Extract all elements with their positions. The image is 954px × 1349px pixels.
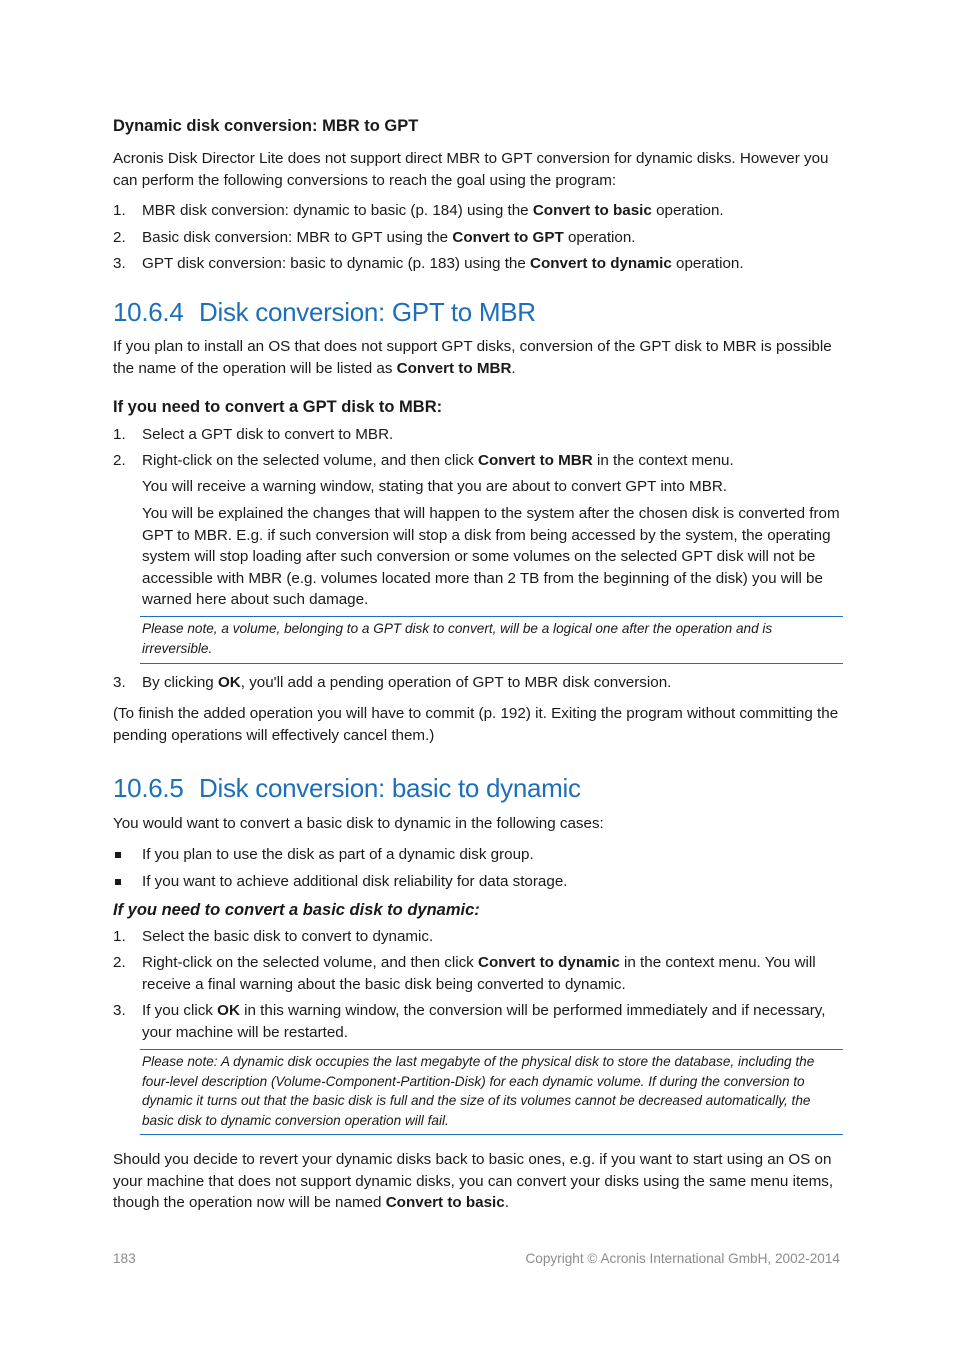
step-detail-paragraph: You will receive a warning window, stating that you are about to convert GPT into MBR. [142, 478, 728, 495]
bullet-item: If you plan to use the disk as part of a dynamic disk group. [113, 844, 843, 866]
list-number: 2. [113, 229, 126, 246]
list-item: 3. GPT disk conversion: basic to dynamic (p. 183) using the Convert to dynamic operation. [113, 253, 843, 275]
list-item: 2. Right-click on the selected volume, and then click Convert to MBR in the context menu. [113, 450, 843, 472]
section-title: Disk conversion: GPT to MBR [199, 297, 536, 327]
bullet-icon [115, 852, 121, 858]
bold-term: Convert to dynamic [530, 255, 672, 272]
bold-term: Convert to basic [385, 1194, 505, 1211]
list-number: 1. [113, 928, 126, 945]
list-item: 1. MBR disk conversion: dynamic to basic (p. 184) using the Convert to basic operation. [113, 200, 843, 222]
intro-paragraph: Acronis Disk Director Lite does not support direct MBR to GPT conversion for dynamic disks. However you can perform the following conversions to reach the goal using the program: [113, 150, 829, 189]
bold-term: OK [217, 1002, 240, 1019]
section-number: 10.6.5 [113, 773, 184, 803]
procedure-heading: If you need to convert a basic disk to dynamic: [113, 901, 480, 919]
intro-paragraph: If you plan to install an OS that does not support GPT disks, conversion of the GPT disk to MBR is possible the name of the operation will be listed as Convert to MBR. [113, 338, 832, 377]
list-item: 1. Select a GPT disk to convert to MBR. [113, 424, 843, 446]
closing-paragraph: (To finish the added operation you will have to commit (p. 192) it. Exiting the program without committing the pending operations will effectively cancel them.) [113, 705, 839, 744]
list-number: 1. [113, 202, 126, 219]
page-number: 183 [113, 1251, 136, 1266]
section-heading-1065 [113, 772, 581, 804]
subheading-mbr-to-gpt: Dynamic disk conversion: MBR to GPT [113, 117, 419, 135]
bullet-item: If you want to achieve additional disk reliability for data storage. [113, 871, 843, 893]
procedure-heading: If you need to convert a GPT disk to MBR: [113, 398, 443, 416]
section-title: Disk conversion: basic to dynamic [199, 773, 581, 803]
list-number: 3. [113, 1002, 126, 1019]
bold-term: Convert to MBR [477, 452, 593, 469]
bold-term: Convert to dynamic [477, 954, 620, 971]
section-number: 10.6.4 [113, 297, 184, 327]
list-number: 1. [113, 426, 126, 443]
list-number: 3. [113, 255, 126, 272]
closing-paragraph: Should you decide to revert your dynamic disks back to basic ones, e.g. if you want to start using an OS on your machine that does not support dynamic disks, you can convert your disks using the same menu items, though the operation now will be named Convert to basic. [113, 1151, 834, 1211]
bold-term: Convert to basic [532, 202, 652, 219]
note-box: Please note: A dynamic disk occupies the last megabyte of the physical disk to store the database, including the four-level description (Volume-Component-Partition-Disk) for each dynamic volume. If during the conversion to dynamic it turns out that the basic disk is full and the size of its volumes cannot be decreased automatically, the basic disk to dynamic conversion operation will fail. [140, 1049, 843, 1135]
bold-term: OK [217, 674, 241, 691]
list-item: 2. Right-click on the selected volume, and then click Convert to dynamic in the context menu. You will receive a final warning about the basic disk being converted to dynamic. [113, 954, 816, 993]
bullet-icon [115, 879, 121, 885]
note-box: Please note, a volume, belonging to a GPT disk to convert, will be a logical one after the operation and is irreversible. [140, 616, 843, 664]
list-item: 1. Select the basic disk to convert to dynamic. [113, 926, 843, 948]
list-number: 3. [113, 674, 126, 691]
bold-term: Convert to MBR [396, 359, 512, 377]
copyright-notice: Copyright © Acronis International GmbH, 2002-2014 [525, 1251, 840, 1266]
list-item: 3. If you click OK in this warning window, the conversion will be performed immediately and if necessary, your machine will be restarted. [113, 1002, 826, 1041]
intro-paragraph: You would want to convert a basic disk to dynamic in the following cases: [113, 815, 604, 832]
list-item: 3. By clicking OK, you'll add a pending operation of GPT to MBR disk conversion. [113, 672, 843, 694]
list-number: 2. [113, 954, 126, 971]
list-item: 2. Basic disk conversion: MBR to GPT using the Convert to GPT operation. [113, 227, 843, 249]
list-number: 2. [113, 452, 126, 469]
section-heading-1064 [113, 296, 536, 328]
step-detail-paragraph: You will be explained the changes that will happen to the system after the chosen disk is converted from GPT to MBR. E.g. if such conversion will stop a disk from being accessed by the system, the operating system will stop loading after such conversion or some volumes on the selected GPT disk will not be accessible with MBR (e.g. volumes located more than 2 TB from the beginning of the disk) you will be warned here about such damage. [142, 505, 840, 608]
bold-term: Convert to GPT [452, 229, 564, 246]
